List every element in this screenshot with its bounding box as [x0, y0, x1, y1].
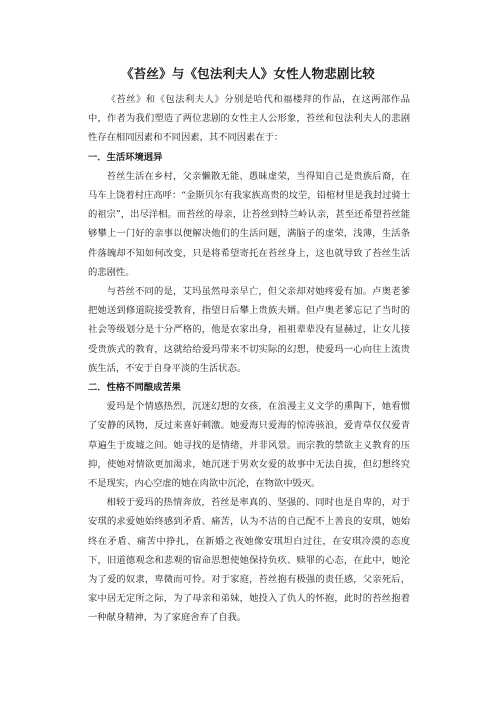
intro-paragraph: 《苔丝》和《包法利夫人》分别是哈代和福楼拜的作品，在这两部作品中，作者为我们塑造了两位悲剧的女性主人公形象，苔丝和包法利夫人的悲剧性存在相同因素和不同因素，其不同因素在于： [88, 94, 410, 144]
section2-paragraph-2: 相较于爱玛的热情奔放，苔丝是率真的、坚强的、同时也是自卑的，对于安琪的求爱她始终感到矛盾、痛苦，认为不洁的自己配不上善良的安琪，她始终在矛盾、痛苦中挣扎，在新婚之夜她像安琪坦白过往，在安琪冷漠的态度下，旧道德观念和悲观的宿命思想使她保持负疚、赎罪的心态，在此中，她沦为了爱的奴隶，卑微而可怜。对于家庭，苔丝抱有极强的责任感，父亲死后，家中居无定所之际，为了母亲和弟妹，她投入了仇人的怀抱，此时的苔丝抱着一种献身精神，为了家庭舍弃了自我。 [88, 497, 410, 624]
document-body [88, 90, 410, 628]
section1-paragraph-1: 苔丝生活在乡村，父亲懒散无能、愚昧虚荣，当得知自己是贵族后裔，在马车上饶着村庄高呼：“金斯贝尔有我家族高贵的坟茔，铅棺材里是我封过骑士的祖宗”，出尽洋相。而苔丝的母亲，让苔丝到特兰岭认亲，甚至还希望苔丝能够攀上一门好的亲事以便解决他们的生活问题，满脑子的虚荣，浅薄，生活条件落魄却不知如何改变，只是将希望寄托在苔丝身上，这也就导致了苔丝生活的悲剧性。 [88, 170, 410, 278]
section1-paragraph-2: 与苔丝不同的是，艾玛虽然母亲早亡，但父亲却对她疼爱有加。卢奥老爹把她送到修道院接受教育，指望日后攀上贵族夫婿。但卢奥老爹忘记了当时的社会等级划分是十分严格的，他是农家出身，祖祖辈辈没有显赫过，让女儿接受贵族式的教育，这就给给爱玛带来不切实际的幻想，使爱玛一心向往上流贵族生活，不安于自身平淡的生活状态。 [88, 286, 410, 374]
section-heading-1: 一．生活环境迥异 [88, 151, 163, 163]
section-heading-2: 二．性格不同酿成苦果 [88, 382, 181, 394]
section2-paragraph-1: 爱玛是个情感热烈，沉迷幻想的女孩，在浪漫主义文学的熏陶下，她看惯了安静的风物，反过来喜好刺激。她爱海只爱海的惊涛骇浪，爱青草仅仅爱青草遍生于废墟之间。她寻找的是情绪，并非风景。而宗教的禁欲主义教育的压抑，使她对情欲更加渴求，她沉迷于男欢女爱的故事中无法自拔，但幻想终究不是现实，内心空虚的她在肉欲中沉沦，在物欲中毁灭。 [88, 401, 410, 490]
document-title: 《苔丝》与《包法利夫人》女性人物悲剧比较 [120, 66, 375, 81]
